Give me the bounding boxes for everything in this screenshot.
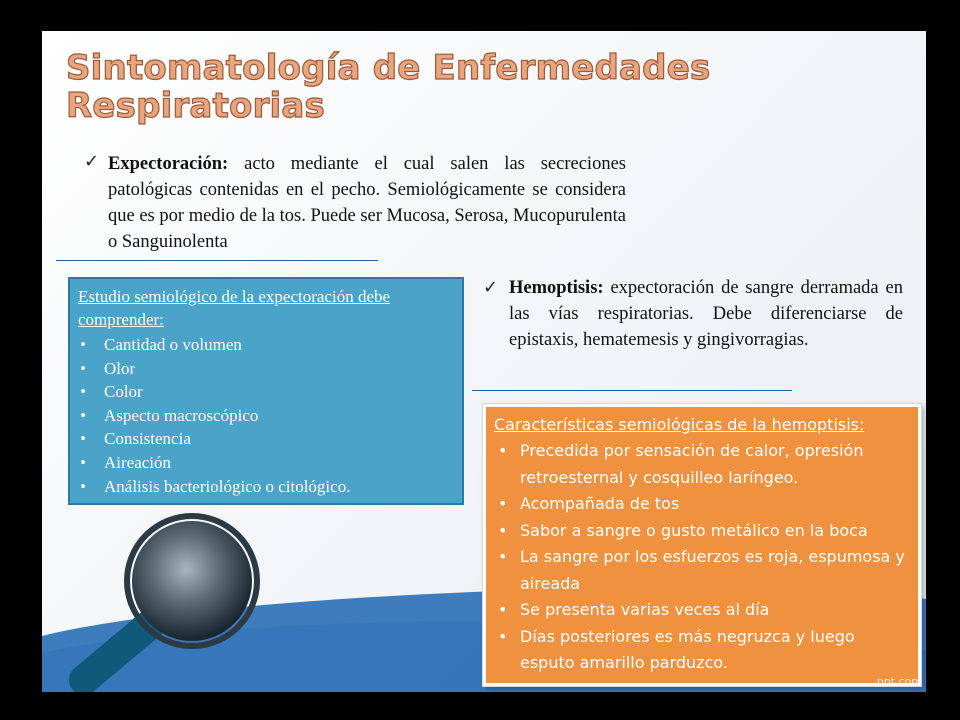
caracteristicas-list: [494, 438, 910, 677]
list-item: • Color: [78, 380, 454, 404]
hemoptisis-text: expectoración de sangre derramada en las vías respiratorias. Debe diferenciarse de epistaxis, hematemesis y gingivorragias.: [509, 278, 903, 350]
checkmark-icon: ✓: [483, 277, 499, 298]
hemoptisis-term: Hemoptisis:: [509, 278, 604, 298]
expectoracion-term: Expectoración:: [108, 154, 229, 174]
slide: [42, 31, 926, 692]
divider-line: [56, 260, 378, 261]
list-item: • Aspecto macroscópico: [78, 404, 454, 428]
list-item: • Consistencia: [78, 427, 454, 451]
estudio-heading: Estudio semiológico de la expectoración debe comprender:: [78, 287, 391, 329]
expectoracion-paragraph: [108, 151, 626, 255]
stethoscope-icon: [132, 521, 252, 641]
checkmark-icon: ✓: [84, 151, 100, 172]
list-item: • Aireación: [78, 451, 454, 475]
slide-title: [66, 49, 710, 125]
list-item: • Se presenta varias veces al día: [494, 597, 910, 624]
slide-title-line2: Respiratorias: [66, 86, 325, 126]
footer-watermark: ppt.com: [876, 675, 922, 688]
list-item: • Acompañada de tos: [494, 491, 910, 518]
expectoracion-text: acto mediante el cual salen las secreciones patológicas contenidas en el pecho. Semiológicamente se considera que es por medio de la tos. Puede ser Mucosa, Serosa, Mucopurulenta o Sanguinolenta: [108, 154, 626, 252]
caracteristicas-heading: Características semiológicas de la hemoptisis:: [494, 415, 865, 434]
divider-line: [472, 390, 792, 391]
list-item: • La sangre por los esfuerzos es roja, espumosa y aireada: [494, 544, 910, 597]
slide-title-line1: Sintomatología de Enfermedades: [66, 48, 711, 88]
list-item: • Análisis bacteriológico o citológico.: [78, 475, 454, 499]
list-item: • Cantidad o volumen: [78, 333, 454, 357]
estudio-box: [68, 277, 464, 505]
list-item: • Sabor a sangre o gusto metálico en la boca: [494, 518, 910, 545]
list-item: • Olor: [78, 357, 454, 381]
hemoptisis-paragraph: [509, 275, 903, 353]
estudio-list: [78, 333, 454, 498]
list-item: • Precedida por sensación de calor, opresión retroesternal y cosquilleo laríngeo.: [494, 438, 910, 491]
caracteristicas-box: [483, 404, 921, 686]
list-item: • Días posteriores es más negruzca y luego esputo amarillo parduzco.: [494, 624, 910, 677]
